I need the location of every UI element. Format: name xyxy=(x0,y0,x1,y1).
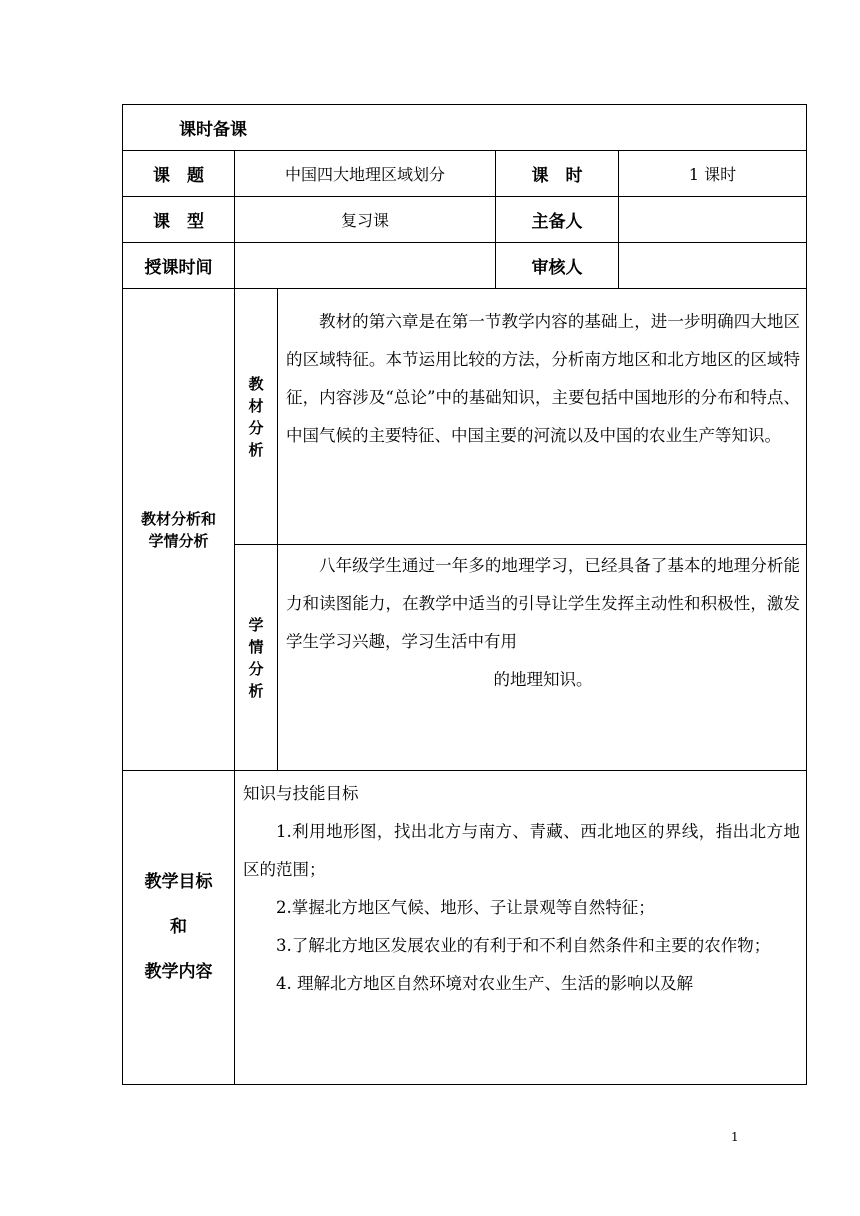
type-value: 复习课 xyxy=(235,197,496,243)
objectives-heading: 知识与技能目标 xyxy=(243,784,359,803)
topic-label: 课 题 xyxy=(123,151,235,197)
objectives-content xyxy=(235,771,807,1085)
analysis-label-line1: 教材分析和 xyxy=(140,509,216,528)
time-value xyxy=(235,243,496,289)
topic-value: 中国四大地理区域划分 xyxy=(235,151,496,197)
objectives-label-line: 教学目标 xyxy=(144,872,213,892)
student-label-char: 学 xyxy=(248,615,264,634)
reviewer-label: 审核人 xyxy=(496,243,619,289)
preparer-value xyxy=(619,197,807,243)
textbook-label-char: 析 xyxy=(248,440,264,459)
textbook-label-char: 教 xyxy=(248,374,264,393)
textbook-label-char: 材 xyxy=(248,396,264,415)
student-label-char: 情 xyxy=(248,637,264,656)
student-analysis-label xyxy=(235,545,278,771)
textbook-paragraph: 教材的第六章是在第一节教学内容的基础上，进一步明确四大地区的区域特征。本节运用比较的方法，分析南方地区和北方地区的区域特征，内容涉及“总论”中的基础知识，主要包括中国地形的分布和特点、中国气候的主要特征、中国主要的河流以及中国的农业生产等知识。 xyxy=(286,312,800,445)
objectives-label xyxy=(123,771,235,1085)
objective-item: 2.掌握北方地区气候、地形、子让景观等自然特征； xyxy=(276,898,655,917)
textbook-label-char: 分 xyxy=(248,418,264,437)
textbook-analysis-label xyxy=(235,289,278,545)
objectives-label-line: 教学内容 xyxy=(144,962,213,982)
period-value: 1 课时 xyxy=(619,151,807,197)
objective-item: 4. 理解北方地区自然环境对农业生产、生活的影响以及解 xyxy=(276,974,693,993)
analysis-label xyxy=(123,289,235,771)
table-title: 课时备课 xyxy=(123,105,807,151)
period-label: 课 时 xyxy=(496,151,619,197)
analysis-label-line2: 学情分析 xyxy=(148,531,209,550)
student-label-char: 分 xyxy=(248,659,264,678)
preparer-label: 主备人 xyxy=(496,197,619,243)
time-label: 授课时间 xyxy=(123,243,235,289)
page-number: 1 xyxy=(731,1130,739,1144)
textbook-analysis-text xyxy=(278,289,807,545)
student-paragraph-end: 的地理知识。 xyxy=(493,670,593,689)
objective-item: 3.了解北方地区发展农业的有利于和不利自然条件和主要的农作物； xyxy=(276,936,771,955)
reviewer-value xyxy=(619,243,807,289)
student-analysis-text xyxy=(278,545,807,771)
student-paragraph: 八年级学生通过一年多的地理学习，已经具备了基本的地理分析能力和读图能力，在教学中适当的引导让学生发挥主动性和积极性，激发学生学习兴趣，学习生活中有用 xyxy=(286,556,800,651)
type-label: 课 型 xyxy=(123,197,235,243)
lesson-plan-table xyxy=(122,104,807,1085)
objective-item: 1.利用地形图，找出北方与南方、青藏、西北地区的界线，指出北方地区的范围； xyxy=(243,822,800,879)
objectives-label-line: 和 xyxy=(170,917,187,937)
student-label-char: 析 xyxy=(248,681,264,700)
